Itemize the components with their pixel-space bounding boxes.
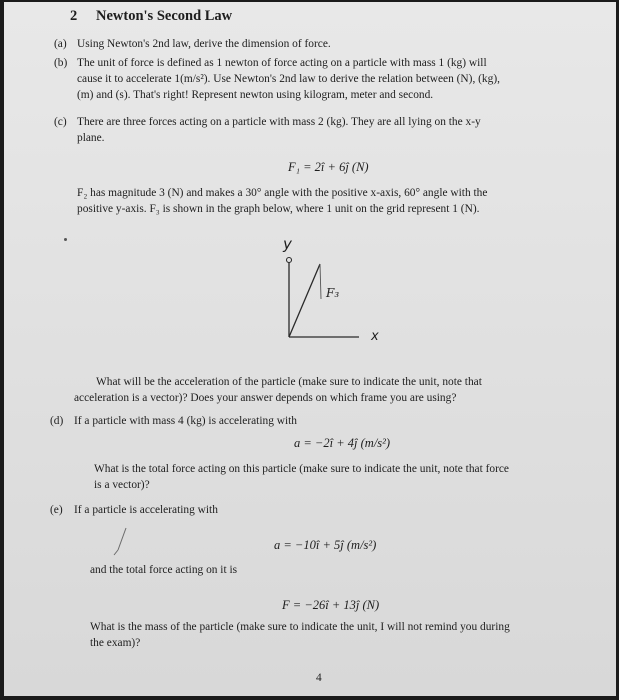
y-axis-label: y	[283, 235, 292, 253]
part-d-text: If a particle with mass 4 (kg) is accelerating with	[74, 415, 297, 427]
part-b-label: (b)	[54, 57, 68, 69]
worksheet-page	[4, 2, 616, 696]
part-a-label: (a)	[54, 38, 67, 50]
part-e-middle-text: and the total force acting on it is	[90, 564, 238, 576]
problem-title: Newton's Second Law	[96, 8, 233, 24]
margin-mark	[64, 238, 67, 241]
part-a-text: Using Newton's 2nd law, derive the dimension of force.	[77, 38, 331, 50]
part-c-question-2: acceleration is a vector)? Does your answer depends on which frame you are using?	[74, 392, 457, 404]
part-b-line-1: The unit of force is defined as 1 newton of force acting on a particle with mass 1 (kg) will	[77, 57, 487, 69]
part-e-question-1: What is the mass of the particle (make sure to indicate the unit, I will not remind you during	[90, 621, 510, 633]
part-c-label: (c)	[54, 116, 67, 128]
f3-guide-line	[320, 264, 321, 299]
part-c-line-2: plane.	[77, 132, 105, 144]
part-c-question-1: What will be the acceleration of the particle (make sure to indicate the unit, note that	[96, 376, 482, 388]
page-number: 4	[316, 672, 322, 684]
f2-line-2: positive y-axis. F₃ is shown in the graph below, where 1 unit on the grid represent 1 (N).	[77, 203, 480, 215]
part-d-equation: a = −2î + 4ĵ (m/s²)	[294, 436, 391, 450]
y-axis-origin-marker	[287, 258, 292, 263]
part-e-text: If a particle is accelerating with	[74, 504, 218, 516]
f3-vector	[289, 264, 320, 337]
pencil-mark	[104, 522, 144, 562]
part-b-line-2: cause it to accelerate 1(m/s²). Use Newton's 2nd law to derive the relation between (N), (kg),	[77, 73, 500, 85]
f3-label: F₃	[326, 286, 340, 300]
f2-line-1: F₂ has magnitude 3 (N) and makes a 30° angle with the positive x-axis, 60° angle with the	[77, 187, 488, 199]
part-d-question-1: What is the total force acting on this particle (make sure to indicate the unit, note that force	[94, 463, 509, 475]
force-graph	[244, 227, 404, 357]
part-d-question-2: is a vector)?	[94, 479, 150, 491]
part-e-question-2: the exam)?	[90, 637, 141, 649]
part-b-line-3: (m) and (s). That's right! Represent newton using kilogram, meter and second.	[77, 89, 434, 101]
part-e-label: (e)	[50, 504, 63, 516]
part-d-label: (d)	[50, 415, 64, 427]
part-c-line-1: There are three forces acting on a particle with mass 2 (kg). They are all lying on the x-y	[77, 116, 481, 128]
x-axis-label: x	[371, 329, 379, 344]
part-e-force-equation: F = −26î + 13ĵ (N)	[282, 598, 380, 612]
problem-number: 2	[70, 8, 78, 24]
f1-equation: F₁ = 2î + 6ĵ (N)	[288, 160, 369, 174]
part-e-equation: a = −10î + 5ĵ (m/s²)	[274, 538, 377, 552]
